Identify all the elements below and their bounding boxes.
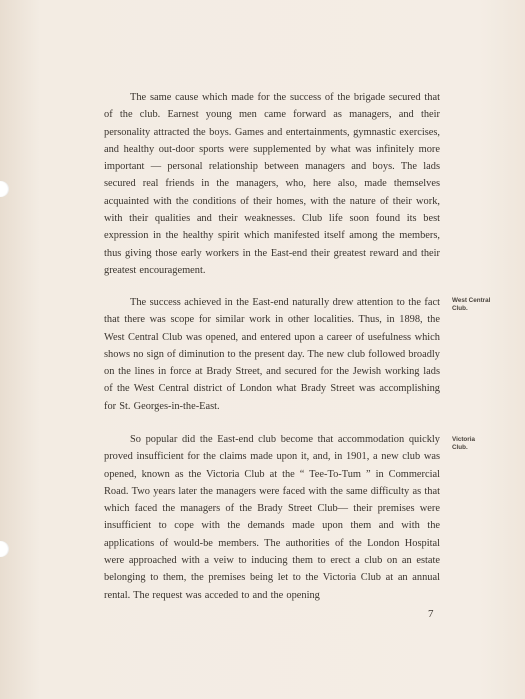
- margin-note-line: Victoria: [452, 436, 475, 443]
- margin-note-line: Club.: [452, 304, 468, 312]
- paragraph-victoria-club: So popular did the East-end club become that accommodation quickly proved insufficient for the claims made upon it, and, in 1901, a new club was opened, known as the Victoria Club at the “ Tee-To-Tum ” in Commercial Road. Two years later the managers were faced with the same difficulty as that which faced the managers of the Brady Street Club— their premises were insufficient to cope with the demands made upon them and with the applications of would-be members. The authorities of the London Hospital were approached with a veiw to inducing them to erect a club on an estate belonging to them, the premises being let to the Victoria Club at an annual rental. The request was acceded to and the opening: [104, 434, 440, 601]
- paragraph-west-central: The success achieved in the East-end naturally drew attention to the fact that there was scope for similar work in other localities. Thus, in 1898, the West Central Club was opened, and entered upon a career of usefulness which shows no sign of diminution to the present day. The new club followed broadly on the lines in force at Brady Street, and secured for the Jewish working lads of the West Central district of London what Brady Street was accomplishing for St. Georges-in-the-East.: [104, 297, 440, 412]
- margin-note-line: Club.: [452, 443, 468, 451]
- margin-note-victoria: [452, 436, 512, 451]
- binding-hole: [0, 541, 9, 557]
- margin-note-line: West Central: [452, 297, 491, 304]
- margin-note-west-central: [452, 297, 512, 312]
- page-number: 7: [428, 608, 434, 620]
- paragraph-club-success: The same cause which made for the success of the brigade secured that of the club. Earnest young men came forward as managers, and their personality attracted the boys. Games and entertainments, gymnastic exercises, and healthy out-door sports were supplemented by what was infinitely more important — personal relationship between managers and boys. The lads secured real friends in the managers, who, here also, made themselves acquainted with the conditions of their homes, with the nature of their work, with their qualities and their weaknesses. Club life soon found its best expression in the healthy spirit which manifested itself among the members, thus giving those early workers in the East-end their greatest reward and their greatest encouragement.: [104, 92, 440, 276]
- binding-hole: [0, 181, 9, 197]
